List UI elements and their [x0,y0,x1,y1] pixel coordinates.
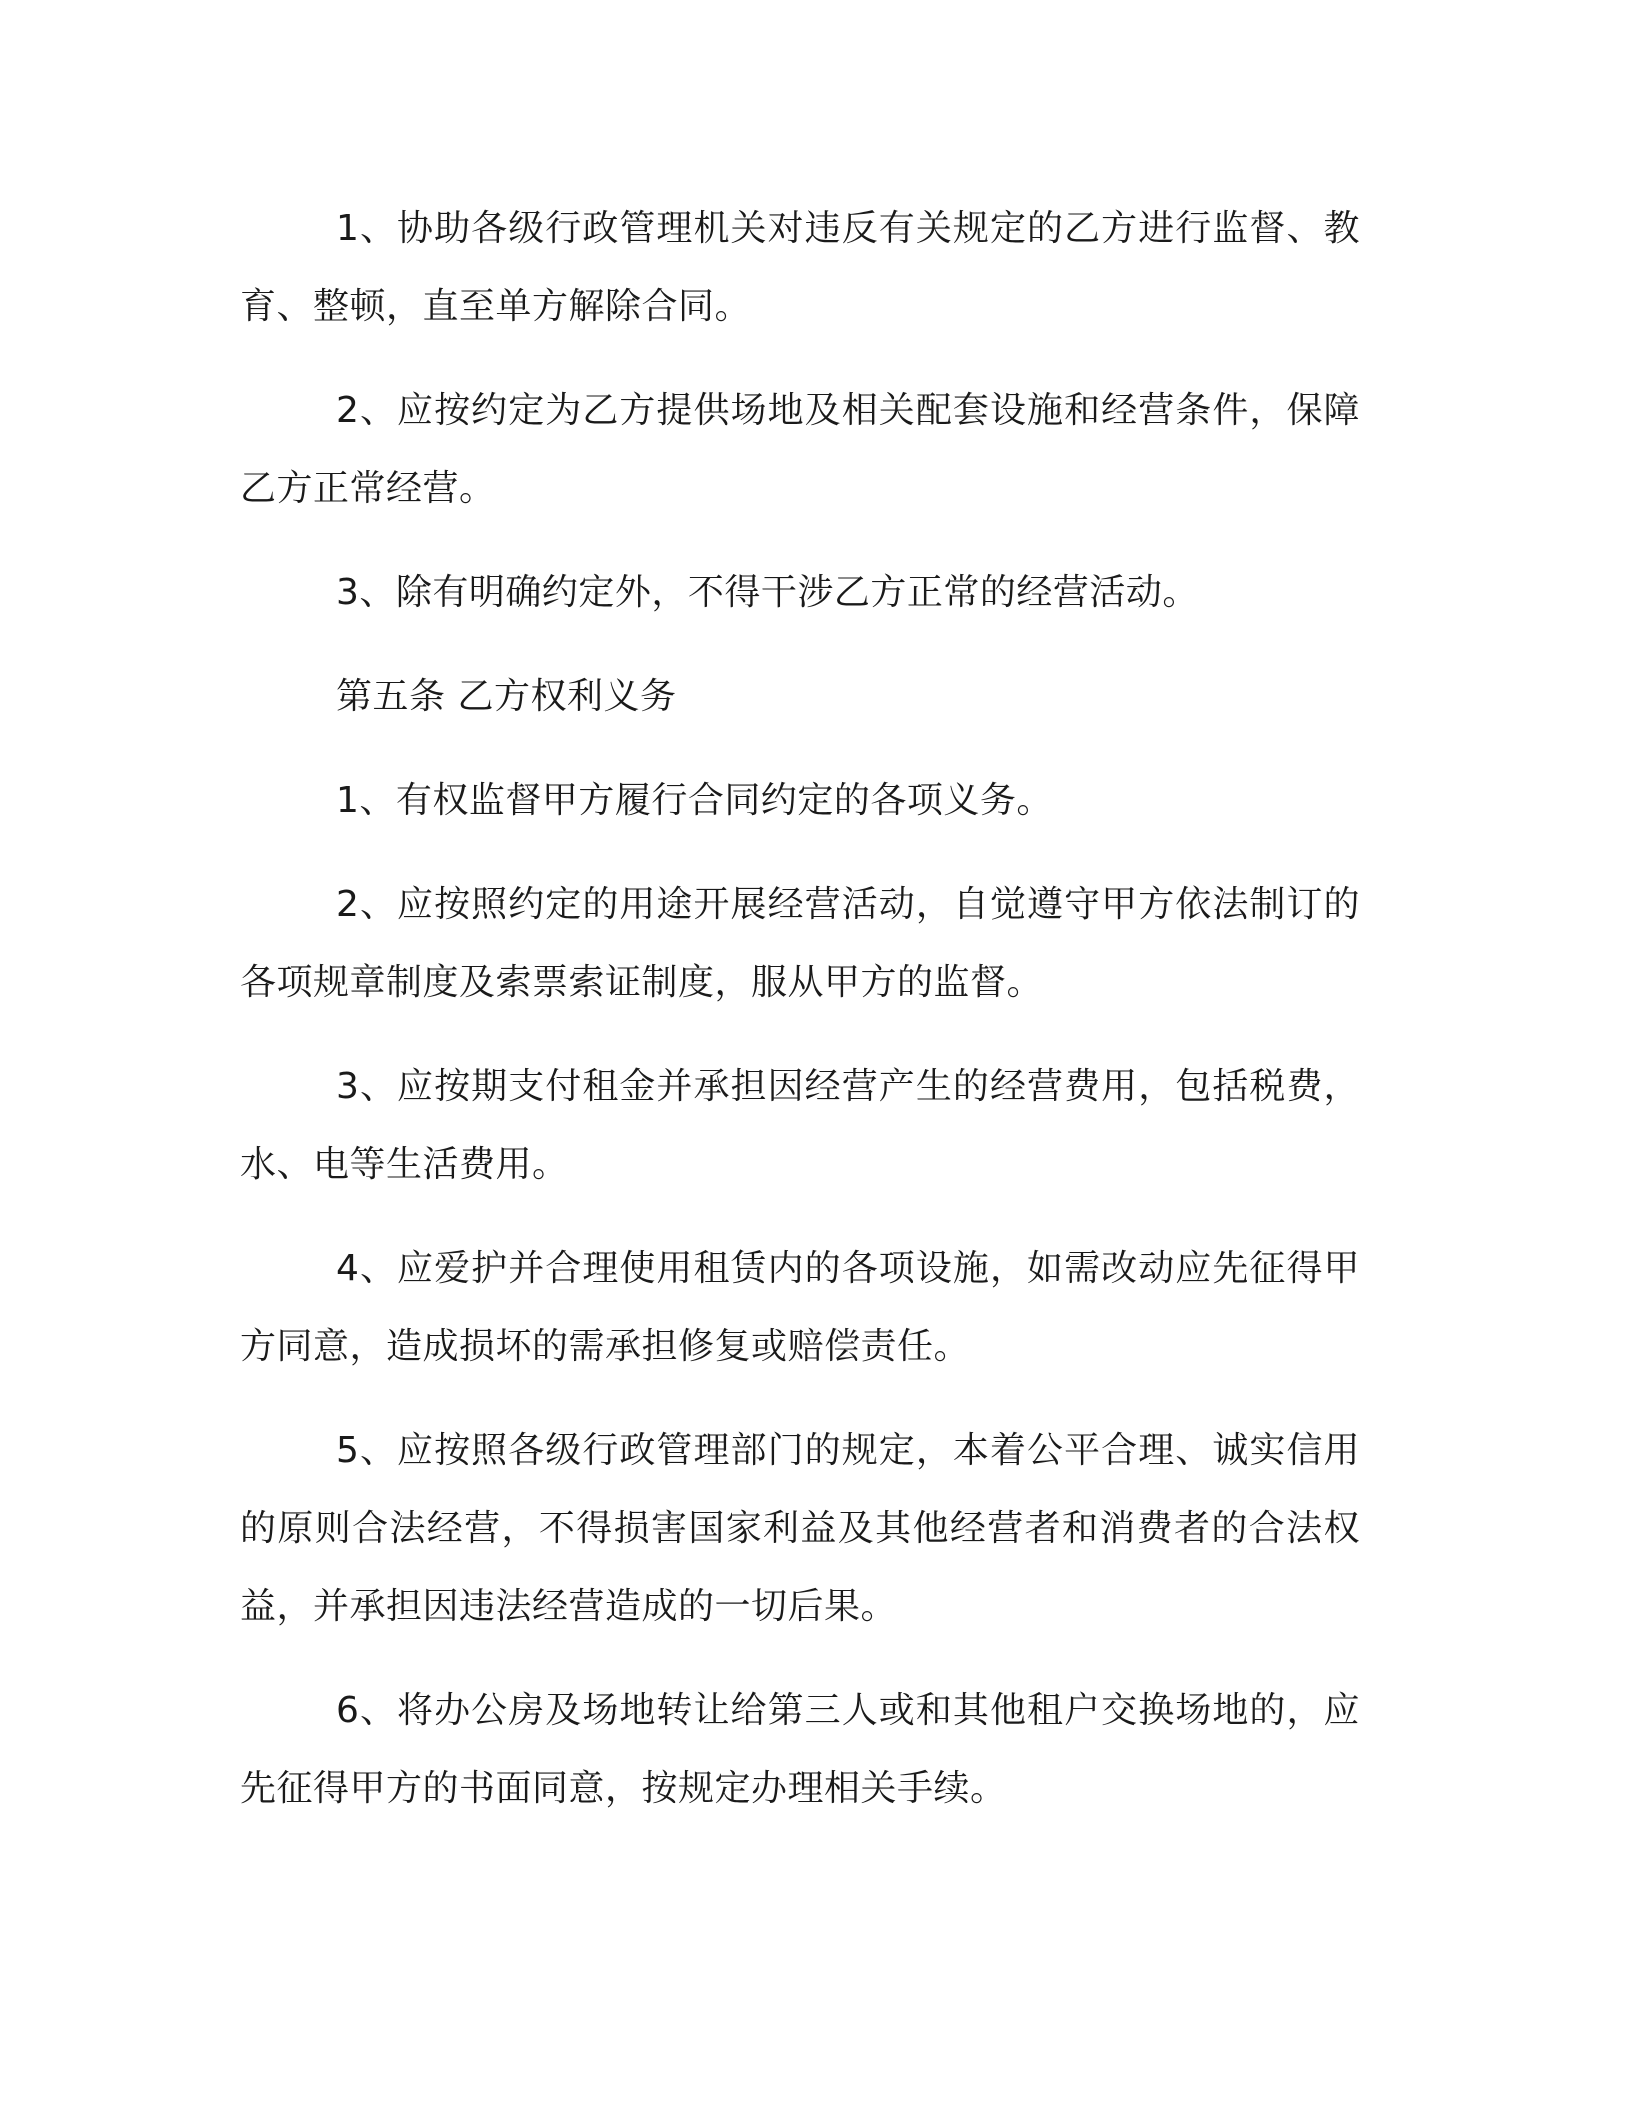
clause-4-item-3: 3、除有明确约定外，不得干涉乙方正常的经营活动。 [336,572,1199,613]
clause-5-item-4: 4、应爱护并合理使用租赁内的各项设施，如需改动应先征得甲方同意，造成损坏的需承担修复或赔偿责任。 [240,1248,1360,1367]
clause-5-item-3: 3、应按期支付租金并承担因经营产生的经营费用，包括税费，水、电等生活费用。 [240,1066,1360,1185]
clause-4-item-2: 2、应按约定为乙方提供场地及相关配套设施和经营条件，保障乙方正常经营。 [240,390,1360,509]
clause-5-item-5: 5、应按照各级行政管理部门的规定，本着公平合理、诚实信用的原则合法经营，不得损害国家利益及其他经营者和消费者的合法权益，并承担因违法经营造成的一切后果。 [240,1430,1360,1627]
clause-5-item-2: 2、应按照约定的用途开展经营活动，自觉遵守甲方依法制订的各项规章制度及索票索证制度，服从甲方的监督。 [240,884,1360,1003]
clause-5-item-1: 1、有权监督甲方履行合同约定的各项义务。 [336,780,1053,821]
document-body [240,190,1360,1854]
clause-4-item-1: 1、协助各级行政管理机关对违反有关规定的乙方进行监督、教育、整顿，直至单方解除合同。 [240,208,1360,327]
clause-5-heading: 第五条 乙方权利义务 [336,676,677,717]
clause-5-item-6: 6、将办公房及场地转让给第三人或和其他租户交换场地的，应先征得甲方的书面同意，按规定办理相关手续。 [240,1690,1360,1809]
